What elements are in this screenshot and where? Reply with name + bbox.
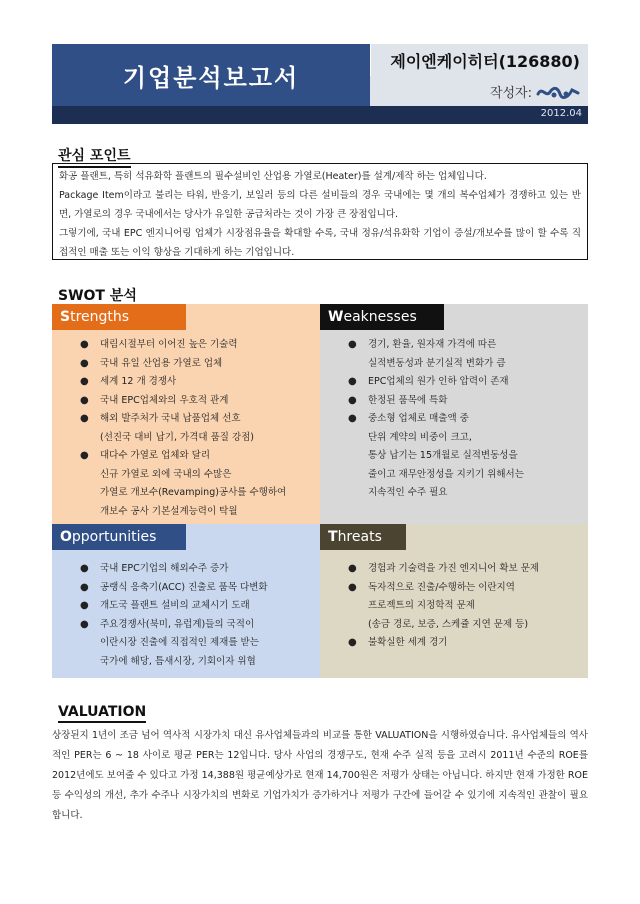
opportunities-list	[78, 560, 312, 671]
bullet-icon: ●	[80, 450, 89, 461]
swot-item	[346, 560, 580, 579]
swot-item-line: EPC업체의 원가 인하 압력이 존재	[368, 376, 509, 387]
swot-item-line: 개도국 플랜트 설비의 교체시기 도래	[100, 600, 250, 611]
bullet-icon: ●	[80, 563, 89, 574]
swot-item	[78, 447, 312, 521]
interest-box	[52, 163, 588, 260]
swot-item-line: 통상 납기는 15개월로 실적변동성을	[368, 450, 518, 461]
swot-item-line: 주요경쟁사(북미, 유럽계)들의 국적이	[100, 618, 255, 630]
swot-item	[346, 373, 580, 392]
threats-label-initial: T	[328, 529, 338, 545]
opportunities-label-rest: pportunities	[71, 529, 157, 545]
opportunities-label-initial: O	[60, 529, 72, 545]
swot-item-line: 단위 계약의 비중이 크고,	[368, 431, 472, 443]
swot-item	[78, 560, 312, 579]
swot-matrix	[52, 304, 588, 678]
swot-item	[346, 392, 580, 411]
threats-quadrant	[320, 524, 588, 678]
swot-item-line: 실적변동성과 분기실적 변화가 큼	[368, 357, 506, 369]
swot-item-line: 가열로 개보수(Revamping)공사를 수행하여	[100, 487, 287, 498]
weaknesses-quadrant	[320, 304, 588, 524]
threats-label	[320, 524, 406, 550]
bullet-icon: ●	[348, 581, 357, 593]
swot-item-line: 개보수 공사 기본설계능력이 탁월	[100, 505, 238, 517]
swot-item-line: 국내 EPC기업의 해외수주 증가	[100, 563, 229, 574]
interest-line: 그렇기에, 국내 EPC 엔지니어링 업체가 시장점유율을 확대할 수록, 국내 정유/석유화학 기업이 증설/개보수를 많이 할 수록 직접적인 매출 또는 이익 향상을 기대하게 하는 기업입니다.	[59, 228, 581, 258]
valuation-heading: VALUATION	[58, 704, 146, 723]
bullet-icon: ●	[80, 394, 89, 406]
threats-label-rest: hreats	[337, 529, 382, 545]
interest-line: Package Item이라고 불리는 타워, 반응기, 보일러 등의 다른 설비들의 경우 국내에는 몇 개의 복수업체가 경쟁하고 있는 반면, 가열로의 경우 국내에서는 당사가 유일한 공급처라는 것이 가장 큰 장점입니다.	[59, 190, 581, 220]
swot-item	[346, 634, 580, 653]
swot-item-line: 공랭식 응축기(ACC) 진출로 품목 다변화	[100, 581, 268, 593]
strengths-label	[52, 304, 186, 330]
valuation-text: 상장된지 1년이 조금 넘어 역사적 시장가치 대신 유사업체들과의 비교를 통한 VALUATION을 시행하였습니다. 유사업체들의 역사적인 PER는 6 ~ 18 사이로 평균 PER는 12입니다. 당사 사업의 경쟁구도, 현재 수주 실적 등을 고려시 2011년 수준의 ROE를 2012년에도 보여줄 수 있다고 가정 14,388원 평균예상가로 현재 14,700원은 저평가 상태는 아닙니다. 하지만 현재 가정한 ROE등 수익성의 개선, 추가 수주나 시장가치의 변화로 기업가치가 증가하거나 저평가 구간에 들어갈 수 있기에 지속적인 관찰이 필요합니다.	[52, 730, 588, 821]
swot-item	[78, 373, 312, 392]
swot-item	[78, 579, 312, 598]
swot-item-line: 세계 12 개 경쟁사	[100, 376, 177, 387]
weaknesses-list	[346, 336, 580, 503]
swot-item-line: 프로젝트의 지정학적 문제	[368, 600, 475, 611]
bullet-icon: ●	[80, 357, 89, 369]
bullet-icon: ●	[348, 413, 357, 424]
bullet-icon: ●	[80, 618, 89, 630]
swot-item-line: 국내 EPC업체와의 우호적 관계	[100, 394, 229, 406]
swot-item-line: 경기, 환율, 원자재 가격에 따른	[368, 339, 497, 350]
bullet-icon: ●	[80, 600, 89, 611]
swot-item	[78, 410, 312, 447]
report-header	[52, 44, 588, 106]
header-date-band	[52, 106, 588, 124]
swot-heading: SWOT 분석	[58, 285, 137, 308]
strengths-quadrant	[52, 304, 320, 524]
bullet-icon: ●	[80, 376, 89, 387]
swot-item-line: 독자적으로 진출/수행하는 이란지역	[368, 581, 515, 593]
report-date: 2012.04	[540, 108, 582, 119]
swot-item-line: 지속적인 수주 필요	[368, 487, 448, 498]
author-signature-mark	[536, 84, 580, 98]
swot-item	[346, 579, 580, 635]
threats-list	[346, 560, 580, 653]
author-label: 작성자:	[489, 85, 532, 101]
bullet-icon: ●	[348, 376, 357, 387]
swot-item-line: 국가에 해당, 틈새시장, 기회이자 위협	[100, 655, 256, 667]
swot-item-line: 대림시절부터 이어진 높은 기술력	[100, 339, 238, 350]
interest-heading: 관심 포인트	[58, 145, 131, 168]
swot-item-line: 한정된 품목에 특화	[368, 394, 448, 406]
company-name: 제이엔케이히터(126880)	[370, 44, 588, 76]
weaknesses-label	[320, 304, 444, 330]
bullet-icon: ●	[80, 413, 89, 424]
swot-item	[78, 336, 312, 355]
swot-item-line: 줄이고 재무안정성을 지키기 위해서는	[368, 468, 524, 480]
bullet-icon: ●	[80, 339, 89, 350]
swot-item-line: 신규 가열로 외에 국내의 수많은	[100, 468, 232, 480]
swot-item-line: (송금 경로, 보증, 스케쥴 지연 문제 등)	[368, 618, 529, 630]
swot-item	[346, 336, 580, 373]
swot-item	[78, 355, 312, 374]
swot-item-line: 경험과 기술력을 가진 엔지니어 확보 문제	[368, 563, 540, 574]
swot-item-line: 불확실한 세계 경기	[368, 637, 448, 648]
weaknesses-label-initial: W	[328, 309, 344, 325]
swot-item-line: 국내 유일 산업용 가열로 업체	[100, 357, 223, 369]
swot-item-line: 대다수 가열로 업체와 달리	[100, 450, 211, 461]
opportunities-label	[52, 524, 186, 550]
bullet-icon: ●	[348, 339, 357, 350]
interest-line: 화공 플랜트, 특히 석유화학 플랜트의 필수설비인 산업용 가열로(Heater)를 설계/제작 하는 업체입니다.	[59, 171, 487, 182]
bullet-icon: ●	[80, 581, 89, 593]
swot-item-line: 해외 발주처가 국내 납품업체 선호	[100, 413, 241, 424]
bullet-icon: ●	[348, 563, 357, 574]
strengths-list	[78, 336, 312, 521]
weaknesses-label-rest: eaknesses	[343, 309, 417, 325]
swot-item	[78, 392, 312, 411]
opportunities-quadrant	[52, 524, 320, 678]
swot-item-line: (선진국 대비 납기, 가격대 품질 강점)	[100, 431, 255, 443]
bullet-icon: ●	[348, 394, 357, 406]
report-title: 기업분석보고서	[52, 44, 370, 106]
strengths-label-initial: S	[60, 309, 71, 325]
author-row	[370, 76, 588, 106]
swot-item	[346, 410, 580, 503]
swot-item-line: 중소형 업체로 매출액 중	[368, 413, 469, 424]
strengths-label-rest: trengths	[70, 309, 130, 325]
swot-item	[78, 616, 312, 672]
swot-item-line: 이란시장 진출에 직접적인 제재를 받는	[100, 637, 259, 648]
swot-item	[78, 597, 312, 616]
bullet-icon: ●	[348, 637, 357, 648]
